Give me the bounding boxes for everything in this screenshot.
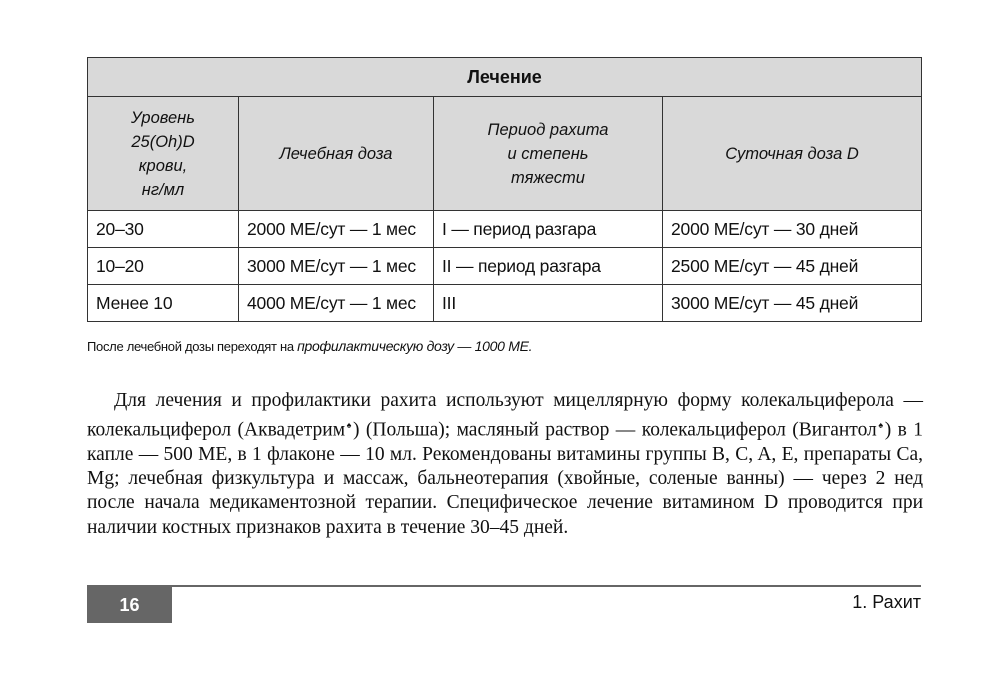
table-cell: 2000 МЕ/сут — 1 мес <box>239 211 434 248</box>
trademark-mark: ♠ <box>876 420 885 431</box>
table-row <box>88 248 922 285</box>
table-cell: 2000 МЕ/сут — 30 дней <box>663 211 922 248</box>
chapter-title: 1. Рахит <box>852 592 921 612</box>
table-cell: 2500 МЕ/сут — 45 дней <box>663 248 922 285</box>
table-cell: 4000 МЕ/сут — 1 мес <box>239 285 434 322</box>
footnote-emphasis: профилактическую дозу — 1000 МЕ. <box>297 338 533 354</box>
treatment-table <box>87 57 922 322</box>
table-cell: 10–20 <box>88 248 239 285</box>
column-header-daily-dose: Суточная доза D <box>663 97 922 211</box>
page-number: 16 <box>87 587 172 623</box>
table-cell: 3000 МЕ/сут — 1 мес <box>239 248 434 285</box>
table-cell: III <box>434 285 663 322</box>
column-header-level: Уровень 25(Oh)D крови, нг/мл <box>88 97 239 211</box>
footer-divider <box>87 585 921 587</box>
table-title: Лечение <box>88 58 922 97</box>
table-cell: I — период разгара <box>434 211 663 248</box>
table-cell: 3000 МЕ/сут — 45 дней <box>663 285 922 322</box>
table-header-row <box>88 97 922 211</box>
column-header-treatment-dose: Лечебная доза <box>239 97 434 211</box>
table-footnote: После лечебной дозы переходят на профилактическую дозу — 1000 МЕ. <box>87 338 533 354</box>
table-cell: 20–30 <box>88 211 239 248</box>
table-row <box>88 285 922 322</box>
table-cell: II — период разгара <box>434 248 663 285</box>
body-paragraph: Для лечения и профилактики рахита используют мицеллярную форму колекальциферола — колекальциферол (Аквадетрим♠) (Польша); масляный раствор — колекальциферол (Вигантол♠) в 1 капле — 500 МЕ, в 1 флаконе — 10 мл. Рекомендованы витамины группы B, C, A, E, препараты Ca, Mg; лечебная физкультура и массаж, бальнеотерапия (хвойные, соленые ванны) — через 2 нед после начала медикаментозной терапии. Специфическое лечение витамином D проводится при наличии костных признаков рахита в течение 30–45 дней. <box>87 390 923 538</box>
table-row <box>88 211 922 248</box>
column-header-period: Период рахита и степень тяжести <box>434 97 663 211</box>
trademark-mark: ♠ <box>345 420 353 431</box>
treatment-table-container <box>87 57 921 322</box>
table-cell: Менее 10 <box>88 285 239 322</box>
